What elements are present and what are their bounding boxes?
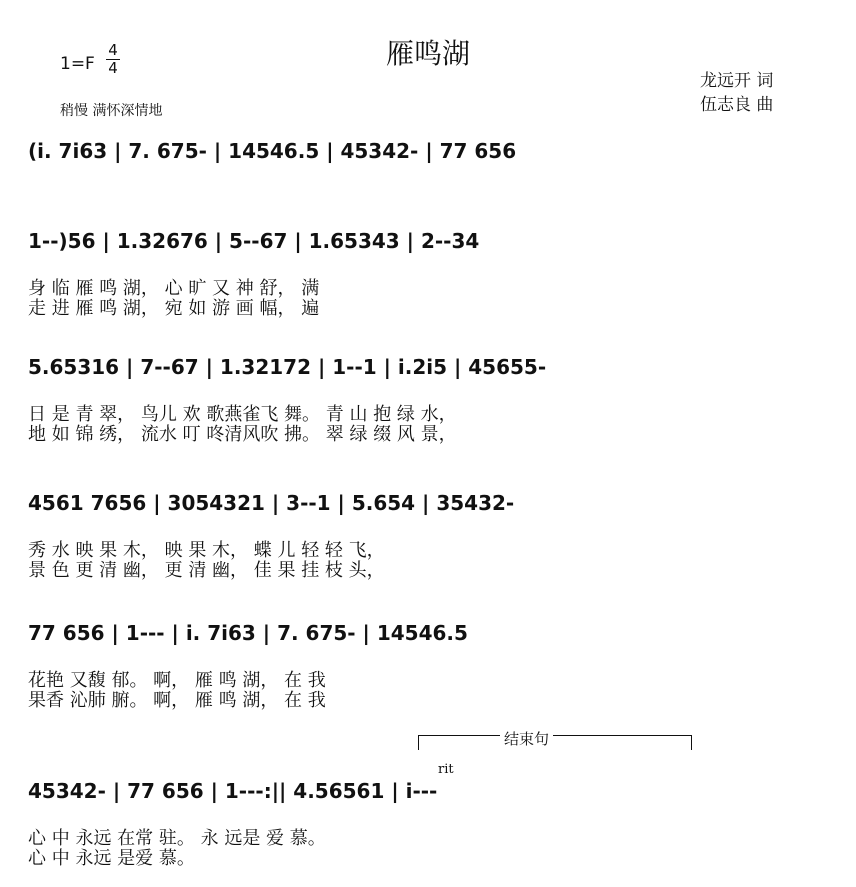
time-signature-bottom: 4 xyxy=(108,59,118,77)
score-row-6 xyxy=(28,772,828,880)
score-row-2 xyxy=(28,222,828,330)
score-row-5 xyxy=(28,614,828,722)
notation-line: 45342- | 77 656 | 1---:|| 4.56561 | i--- xyxy=(28,779,438,803)
lyric-verse-2: 景 色 更 清 幽， 更 清 幽， 佳 果 挂 枝 头， xyxy=(28,560,385,581)
notation-line: (i. 7i63 | 7. 675- | 14546.5 | 45342- | 77 656 xyxy=(28,139,517,163)
ending-bracket xyxy=(418,735,692,750)
notation-line: 1--)56 | 1.32676 | 5--67 | 1.65343 | 2--34 xyxy=(28,229,480,253)
notation-line: 77 656 | 1--- | i. 7i63 | 7. 675- | 14546.5 xyxy=(28,621,468,645)
composer-credit: 伍志良 曲 xyxy=(700,95,774,115)
lyric-verse-2: 心 中 永远 是爱 慕。 xyxy=(28,848,195,869)
notation-line: 4561 7656 | 3054321 | 3--1 | 5.654 | 35432- xyxy=(28,491,515,515)
notation-row-5 xyxy=(28,614,828,664)
lyric-verse-2: 果香 沁肺 腑。 啊， 雁 鸣 湖， 在 我 xyxy=(28,690,326,711)
lyric-verse-1: 心 中 永远 在常 驻。 永 远是 爱 慕。 xyxy=(28,828,326,849)
time-signature-top: 4 xyxy=(108,41,118,59)
score-row-3 xyxy=(28,348,828,456)
lyric-verse-2: 走 进 雁 鸣 湖， 宛 如 游 画 幅， 遍 xyxy=(28,298,320,319)
lyricist-credit: 龙远开 词 xyxy=(700,71,774,91)
lyric-verse-1: 花艳 又馥 郁。 啊， 雁 鸣 湖， 在 我 xyxy=(28,670,326,691)
notation-line: 5.65316 | 7--67 | 1.32172 | 1--1 | i.2i5 | 45655- xyxy=(28,355,547,379)
time-signature xyxy=(104,42,122,77)
lyric-verse-2: 地 如 锦 绣， 流水 叮 咚清风吹 拂。 翠 绿 缀 风 景， xyxy=(28,424,457,445)
notation-row-2 xyxy=(28,222,828,272)
notation-row-3 xyxy=(28,348,828,398)
score-row-4 xyxy=(28,484,828,592)
tempo-marking: 稍慢 满怀深情地 xyxy=(60,103,163,119)
lyric-verse-1: 身 临 雁 鸣 湖， 心 旷 又 神 舒， 满 xyxy=(28,278,320,299)
lyric-verse-1: 日 是 青 翠， 鸟儿 欢 歌燕雀飞 舞。 青 山 抱 绿 水， xyxy=(28,404,457,425)
notation-row-1 xyxy=(28,132,828,182)
song-title: 雁鸣湖 xyxy=(385,37,470,70)
notation-row-4 xyxy=(28,484,828,534)
lyric-verse-1: 秀 水 映 果 木， 映 果 木， 蝶 儿 轻 轻 飞， xyxy=(28,540,385,561)
notation-row-6 xyxy=(28,772,828,822)
key-signature: 1=F xyxy=(60,54,95,74)
ritardando-mark: rit xyxy=(438,762,454,777)
ending-label: 结束句 xyxy=(500,728,553,749)
